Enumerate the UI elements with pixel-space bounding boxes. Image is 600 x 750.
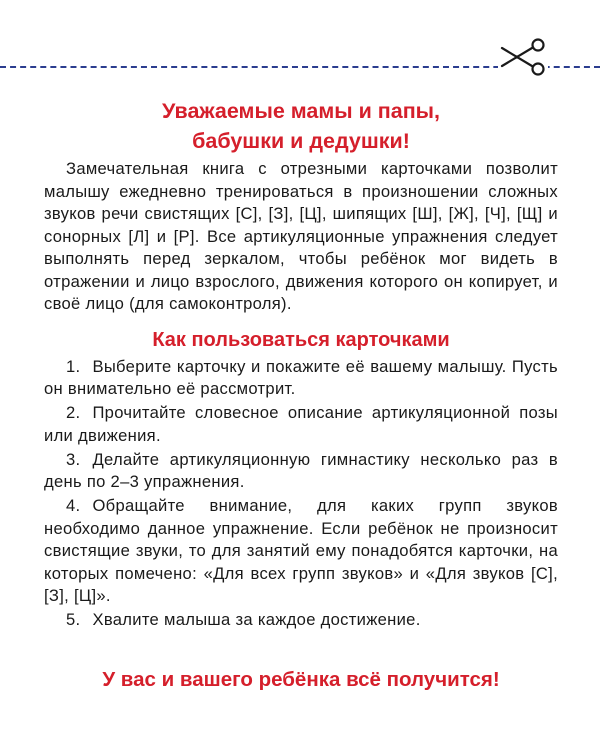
list-item-number: 5. — [66, 610, 81, 629]
list-item-number: 1. — [66, 356, 81, 376]
list-item-text: Прочитайте словесное описание артикуляционной позы или движения. — [44, 403, 558, 445]
page-title — [44, 96, 558, 156]
title-line-2: бабушки и дедушки! — [192, 129, 410, 153]
title-line-1: Уважаемые мамы и папы, — [161, 99, 441, 123]
intro-paragraph: Замечательная книга с отрезными карточками позволит малышу ежедневно тренироваться в произношении сложных звуков речи свистящих [С], [З], [Ц], шипящих [Ш], [Ж], [Ч], [Щ] и сонорных [Л] и [Р]. Все артикуляционные упражнения следует выполнять перед зеркалом, чтобы ребёнок мог видеть в отражении и лицо взрослого, движения которого он копирует, и своё лицо (для самоконтроля). — [44, 159, 558, 313]
list-item-number: 4. — [66, 496, 81, 515]
list-item-number: 3. — [66, 449, 81, 469]
list-item-text: Хвалите малыша за каждое достижение. — [92, 610, 421, 629]
list-item-number: 2. — [66, 403, 81, 422]
list-item-text: Выберите карточку и покажите её вашему малышу. Пусть он внимательно её рассмотрит. — [44, 356, 558, 398]
list-item — [44, 402, 558, 447]
list-item — [44, 449, 558, 494]
list-item-text: Обращайте внимание, для каких групп звуков необходимо данное упражнение. Если ребёнок не произносит свистящие звуки, то для занятий ему понадобятся карточки, на которых помечено: «Для всех групп звуков» и «Для звуков [С], [З], [Ц]». — [44, 496, 558, 605]
list-item — [44, 356, 558, 401]
instructions-list — [44, 356, 558, 632]
scissors-icon — [498, 36, 548, 76]
list-item-text: Делайте артикуляционную гимнастику несколько раз в день по 2–3 упражнения. — [44, 449, 558, 491]
closing-message: У вас и вашего ребёнка всё получится! — [102, 667, 500, 691]
page-content — [44, 96, 558, 694]
section-title: Как пользоваться карточками — [152, 328, 450, 351]
list-item — [44, 609, 558, 632]
list-item — [44, 495, 558, 608]
